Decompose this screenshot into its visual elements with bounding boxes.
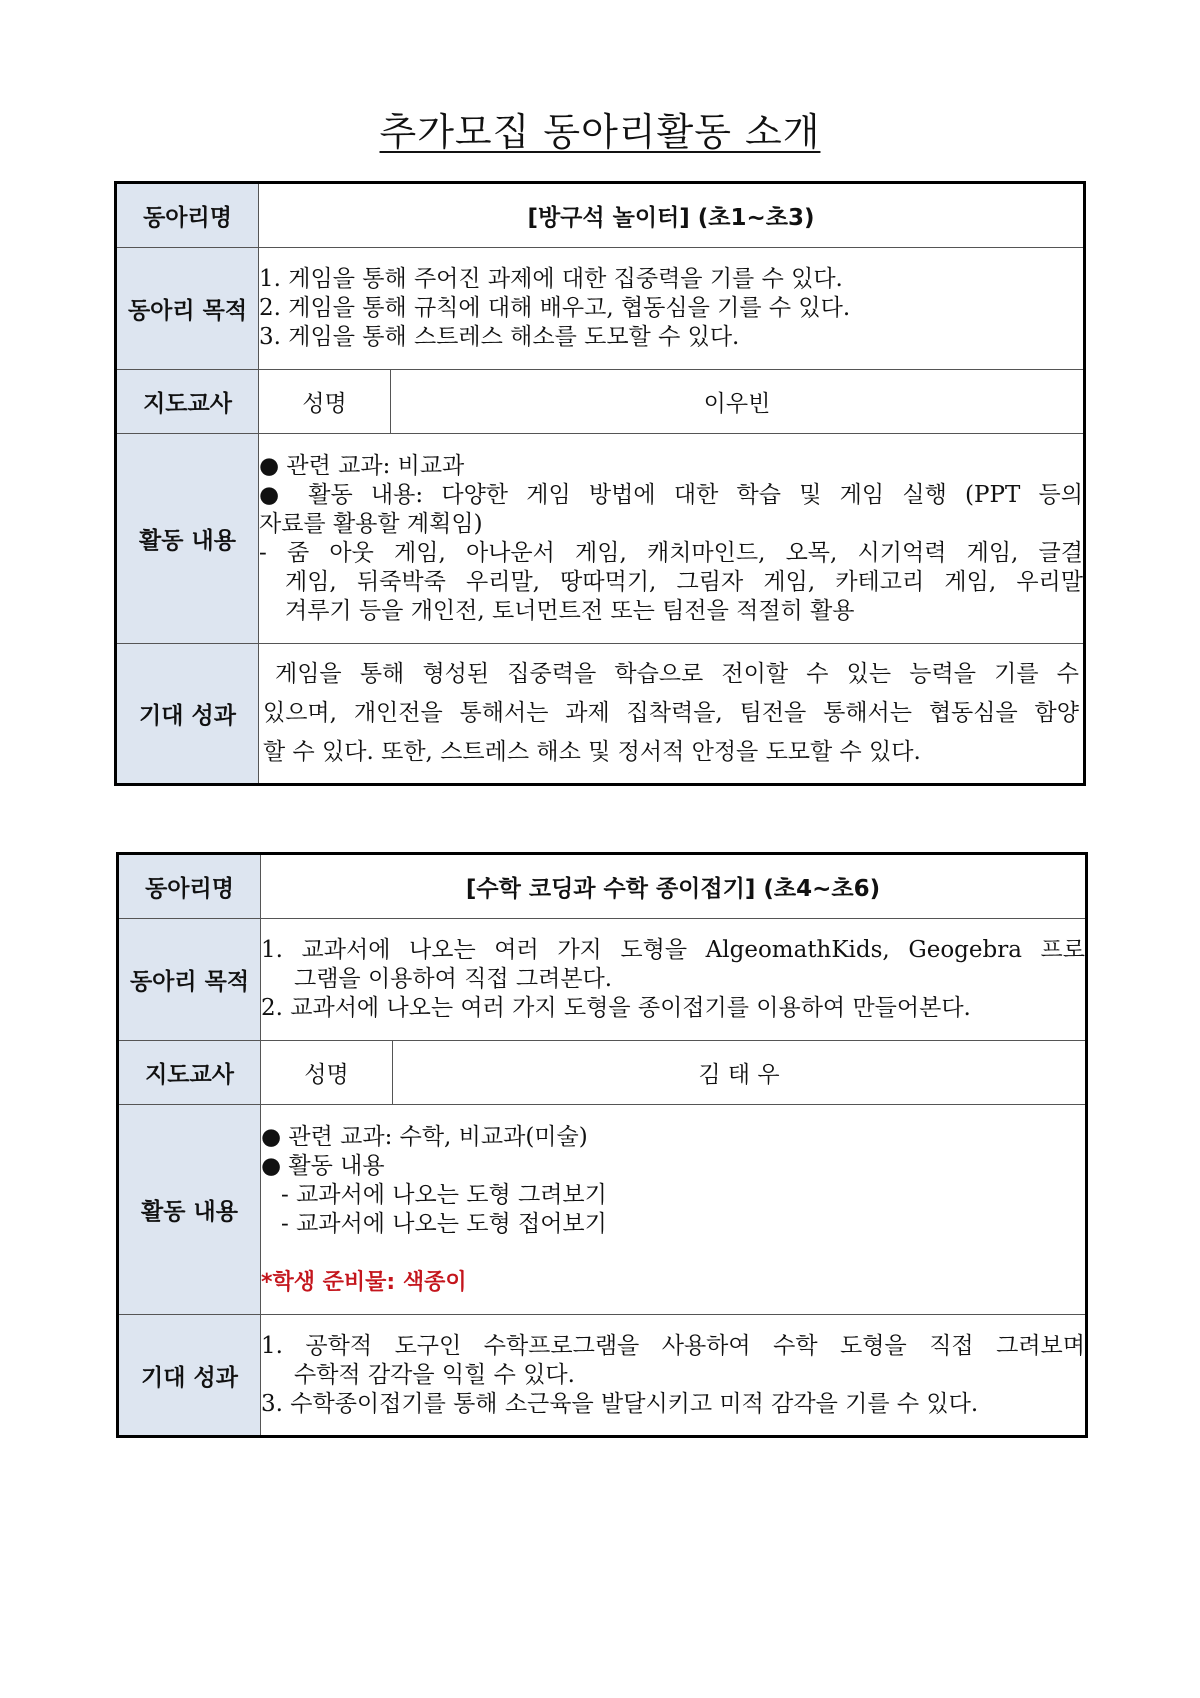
outcome-line: 할 수 있다. 또한, 스트레스 해소 및 정서적 안정을 도모할 수 있다. <box>263 739 921 765</box>
teacher-name-label: 성명 <box>261 1041 393 1105</box>
activity-content <box>259 434 1085 644</box>
goal-item: 1. 게임을 통해 주어진 과제에 대한 집중력을 기를 수 있다. <box>259 266 843 292</box>
label-teacher: 지도교사 <box>118 1041 261 1105</box>
club-name-row <box>118 854 1087 919</box>
club-goals <box>259 248 1085 370</box>
activity-games-line: 게임, 뒤죽박죽 우리말, 땅따먹기, 그림자 게임, 카테고리 게임, 우리말 <box>285 568 1083 595</box>
club-name: [수학 코딩과 수학 종이접기] (초4~초6) <box>261 854 1087 919</box>
club-table-1 <box>114 181 1086 786</box>
activity-content-line: 자료를 활용할 계획임) <box>259 510 483 537</box>
goal-item: 3. 게임을 통해 스트레스 해소를 도모할 수 있다. <box>259 324 740 350</box>
label-activity: 활동 내용 <box>116 434 259 644</box>
materials-note: *학생 준비물: 색종이 <box>261 1269 467 1295</box>
teacher-name: 이우빈 <box>391 370 1085 434</box>
outcome-row <box>118 1315 1087 1437</box>
outcome-line: 1. 공학적 도구인 수학프로그램을 사용하여 수학 도형을 직접 그려보며 <box>261 1332 1085 1359</box>
activity-list-item: - 교과서에 나오는 도형 그려보기 <box>281 1181 607 1208</box>
activity-games-line: 겨루기 등을 개인전, 토너먼트전 또는 팀전을 적절히 활용 <box>285 597 855 624</box>
outcome-line: 수학적 감각을 익힐 수 있다. <box>294 1361 575 1388</box>
teacher-row <box>116 370 1085 434</box>
activity-list-item: - 교과서에 나오는 도형 접어보기 <box>281 1210 607 1237</box>
outcome-line: 3. 수학종이접기를 통해 소근육을 발달시키고 미적 감각을 기를 수 있다. <box>261 1390 979 1417</box>
outcome-line: 있으며, 개인전을 통해서는 과제 집착력을, 팀전을 통해서는 협동심을 함양 <box>263 700 1079 726</box>
label-club-name: 동아리명 <box>118 854 261 919</box>
activity-content-line: ● 활동 내용: 다양한 게임 방법에 대한 학습 및 게임 실행 (PPT 등의 <box>259 481 1083 508</box>
teacher-name-label: 성명 <box>259 370 391 434</box>
activity-row <box>118 1105 1087 1315</box>
club-goal-row <box>118 919 1087 1041</box>
label-club-name: 동아리명 <box>116 183 259 248</box>
goal-item: 2. 게임을 통해 규칙에 대해 배우고, 협동심을 기를 수 있다. <box>259 295 851 321</box>
spacer <box>261 1239 1085 1268</box>
club-goal-row <box>116 248 1085 370</box>
page-title-text: 추가모집 동아리활동 소개 <box>379 110 821 154</box>
teacher-name: 김 태 우 <box>393 1041 1087 1105</box>
label-club-goal: 동아리 목적 <box>118 919 261 1041</box>
activity-content <box>261 1105 1087 1315</box>
page-title <box>0 108 1200 156</box>
outcome-row <box>116 644 1085 785</box>
activity-content-line: ● 활동 내용 <box>261 1152 385 1179</box>
club-table-2 <box>116 852 1088 1438</box>
club-name-row <box>116 183 1085 248</box>
outcome-content <box>259 644 1085 785</box>
teacher-row <box>118 1041 1087 1105</box>
activity-subject: ● 관련 교과: 비교과 <box>259 452 465 479</box>
label-club-goal: 동아리 목적 <box>116 248 259 370</box>
label-activity: 활동 내용 <box>118 1105 261 1315</box>
label-outcome: 기대 성과 <box>116 644 259 785</box>
activity-games-line: - 줌 아웃 게임, 아나운서 게임, 캐치마인드, 오목, 시기억력 게임, 글결 <box>259 539 1083 566</box>
activity-row <box>116 434 1085 644</box>
outcome-line: 게임을 통해 형성된 집중력을 학습으로 전이할 수 있는 능력을 기를 수 <box>275 661 1079 687</box>
club-name: [방구석 놀이터] (초1~초3) <box>259 183 1085 248</box>
label-outcome: 기대 성과 <box>118 1315 261 1437</box>
goal-item: 1. 교과서에 나오는 여러 가지 도형을 AlgeomathKids, Geogebra 프로 <box>261 937 1085 963</box>
activity-subject: ● 관련 교과: 수학, 비교과(미술) <box>261 1123 588 1150</box>
label-teacher: 지도교사 <box>116 370 259 434</box>
goal-item: 그램을 이용하여 직접 그려본다. <box>294 966 613 992</box>
goal-item: 2. 교과서에 나오는 여러 가지 도형을 종이접기를 이용하여 만들어본다. <box>261 995 971 1021</box>
outcome-content <box>261 1315 1087 1437</box>
club-goals <box>261 919 1087 1041</box>
